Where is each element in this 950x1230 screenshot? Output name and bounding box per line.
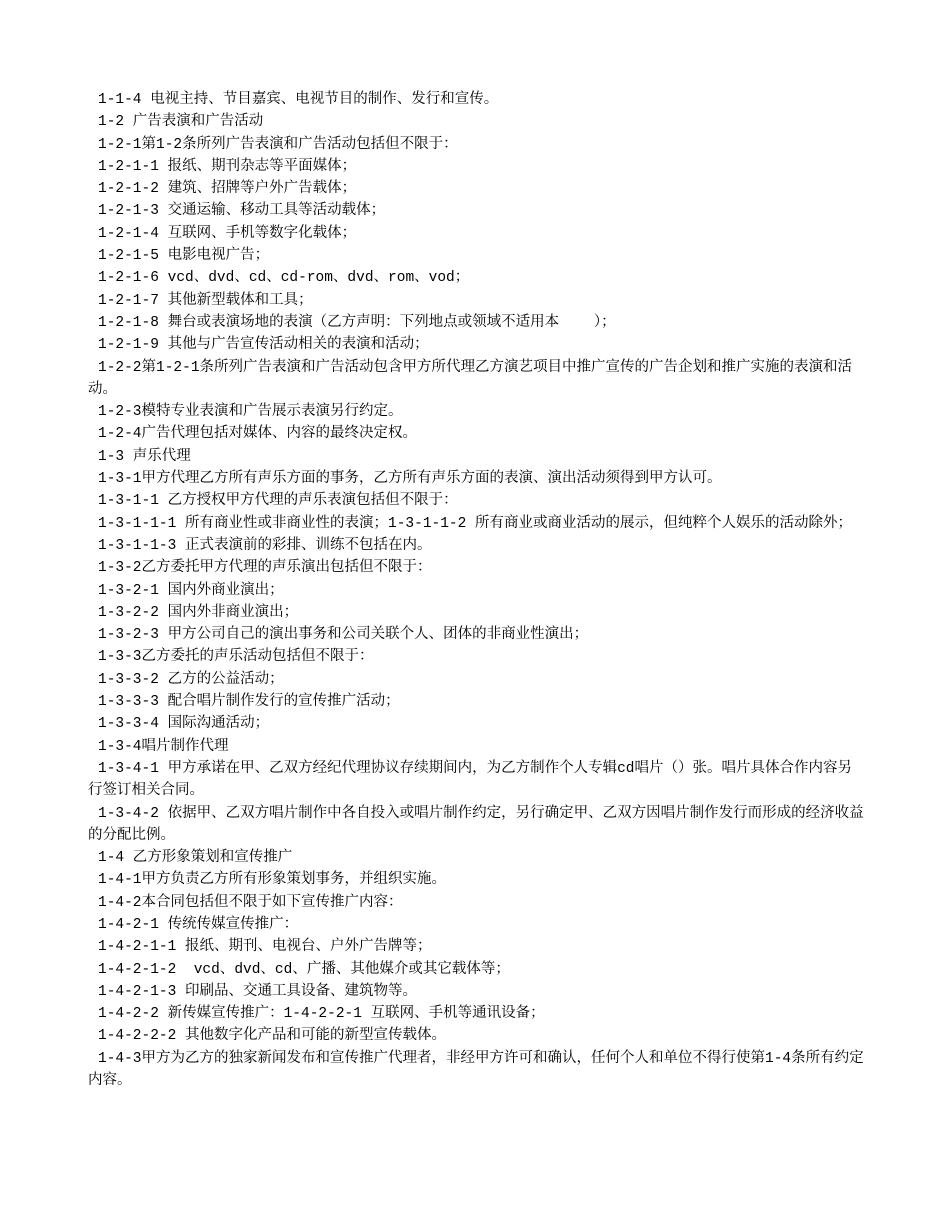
clause-1-3-3-4: 1-3-3-4 国际沟通活动； <box>98 716 270 733</box>
clause-1-2-1-2: 1-2-1-2 建筑、招牌等户外广告载体； <box>98 181 357 198</box>
clause-1-1-4: 1-1-4 电视主持、节目嘉宾、电视节目的制作、发行和宣传。 <box>98 92 499 108</box>
clause-1-4-2-2-2: 1-4-2-2-2 其他数字化产品和可能的新型宣传载体。 <box>98 1028 447 1045</box>
clause-1-4-2: 1-4-2本合同包括但不限于如下宣传推广内容： <box>98 894 403 911</box>
clause-1-2-1-6: 1-2-1-6 vcd、dvd、cd、cd-rom、dvd、rom、vod； <box>98 270 470 287</box>
clause-1-3-3: 1-3-3乙方委托的声乐活动包括但不限于： <box>98 649 374 666</box>
clause-1-4-1: 1-4-1甲方负责乙方所有形象策划事务，并组织实施。 <box>98 872 447 889</box>
clause-1-2-1-9: 1-2-1-9 其他与广告宣传活动相关的表演和活动； <box>98 337 429 354</box>
clause-1-2-1: 1-2-1第1-2条所列广告表演和广告活动包括但不限于： <box>98 136 458 153</box>
section-heading-1-2: 1-2 广告表演和广告活动 <box>98 114 264 131</box>
clause-1-3-4-2: 1-3-4-2 依据甲、乙双方唱片制作中各自投入或唱片制作约定，另行确定甲、乙双方因唱片制作发行而形成的经济收益的分配比例。 <box>88 805 864 844</box>
clause-1-4-2-1-3: 1-4-2-1-3 印刷品、交通工具设备、建筑物等。 <box>98 983 418 1000</box>
clause-1-4-2-1-1: 1-4-2-1-1 报纸、期刊、电视台、户外广告牌等； <box>98 939 432 956</box>
clause-1-2-1-5: 1-2-1-5 电影电视广告； <box>98 248 270 265</box>
clause-1-2-1-1: 1-2-1-1 报纸、期刊杂志等平面媒体； <box>98 158 357 175</box>
clause-1-2-1-3: 1-2-1-3 交通运输、移动工具等活动载体； <box>98 203 386 220</box>
clause-1-3-1-1-3: 1-3-1-1-3 正式表演前的彩排、训练不包括在内。 <box>98 537 432 554</box>
clause-1-3-1: 1-3-1甲方代理乙方所有声乐方面的事务，乙方所有声乐方面的表演、演出活动须得到甲方认可。 <box>98 471 722 488</box>
clause-1-3-4-1: 1-3-4-1 甲方承诺在甲、乙双方经纪代理协议存续期间内，为乙方制作个人专辑cd唱片（）张。唱片具体合作内容另行签订相关合同。 <box>88 760 853 800</box>
clause-1-3-2-1: 1-3-2-1 国内外商业演出； <box>98 582 284 599</box>
clause-1-4-3: 1-4-3甲方为乙方的独家新闻发布和宣传推广代理者，非经甲方许可和确认，任何个人和单位不得行使第1-4条所有约定内容。 <box>88 1050 864 1090</box>
clause-1-3-1-1: 1-3-1-1 乙方授权甲方代理的声乐表演包括但不限于： <box>98 493 458 510</box>
clause-1-3-4: 1-3-4唱片制作代理 <box>98 738 229 755</box>
clause-1-2-4: 1-2-4广告代理包括对媒体、内容的最终决定权。 <box>98 426 418 443</box>
clause-1-3-3-3: 1-3-3-3 配合唱片制作发行的宣传推广活动； <box>98 694 400 711</box>
clause-1-2-3: 1-2-3模特专业表演和广告展示表演另行约定。 <box>98 404 403 421</box>
clause-1-2-2: 1-2-2第1-2-1条所列广告表演和广告活动包含甲方所代理乙方演艺项目中推广宣传的广告企划和推广实施的表演和活动。 <box>88 359 853 398</box>
clause-1-3-1-1-1: 1-3-1-1-1 所有商业性或非商业性的表演；1-3-1-1-2 所有商业或商业活动的展示，但纯粹个人娱乐的活动除外； <box>98 515 853 532</box>
section-heading-1-3: 1-3 声乐代理 <box>98 448 191 465</box>
clause-1-2-1-4: 1-2-1-4 互联网、手机等数字化载体； <box>98 225 357 242</box>
section-heading-1-4: 1-4 乙方形象策划和宣传推广 <box>98 850 293 867</box>
clause-1-4-2-1: 1-4-2-1 传统传媒宣传推广： <box>98 916 299 933</box>
clause-1-2-1-7: 1-2-1-7 其他新型载体和工具； <box>98 292 313 309</box>
clause-1-3-3-2: 1-3-3-2 乙方的公益活动； <box>98 671 284 688</box>
clause-1-2-1-8: 1-2-1-8 舞台或表演场地的表演（乙方声明：下列地点或领域不适用本 ）； <box>98 314 616 331</box>
clause-1-3-2-3: 1-3-2-3 甲方公司自己的演出事务和公司关联个人、团体的非商业性演出； <box>98 627 589 644</box>
clause-1-3-2: 1-3-2乙方委托甲方代理的声乐演出包括但不限于： <box>98 560 432 577</box>
clause-1-4-2-2: 1-4-2-2 新传媒宣传推广：1-4-2-2-1 互联网、手机等通讯设备； <box>98 1006 545 1023</box>
clause-1-4-2-1-2: 1-4-2-1-2 vcd、dvd、cd、广播、其他媒介或其它载体等； <box>98 961 510 978</box>
document-body <box>88 89 864 1092</box>
clause-1-3-2-2: 1-3-2-2 国内外非商业演出； <box>98 604 299 621</box>
